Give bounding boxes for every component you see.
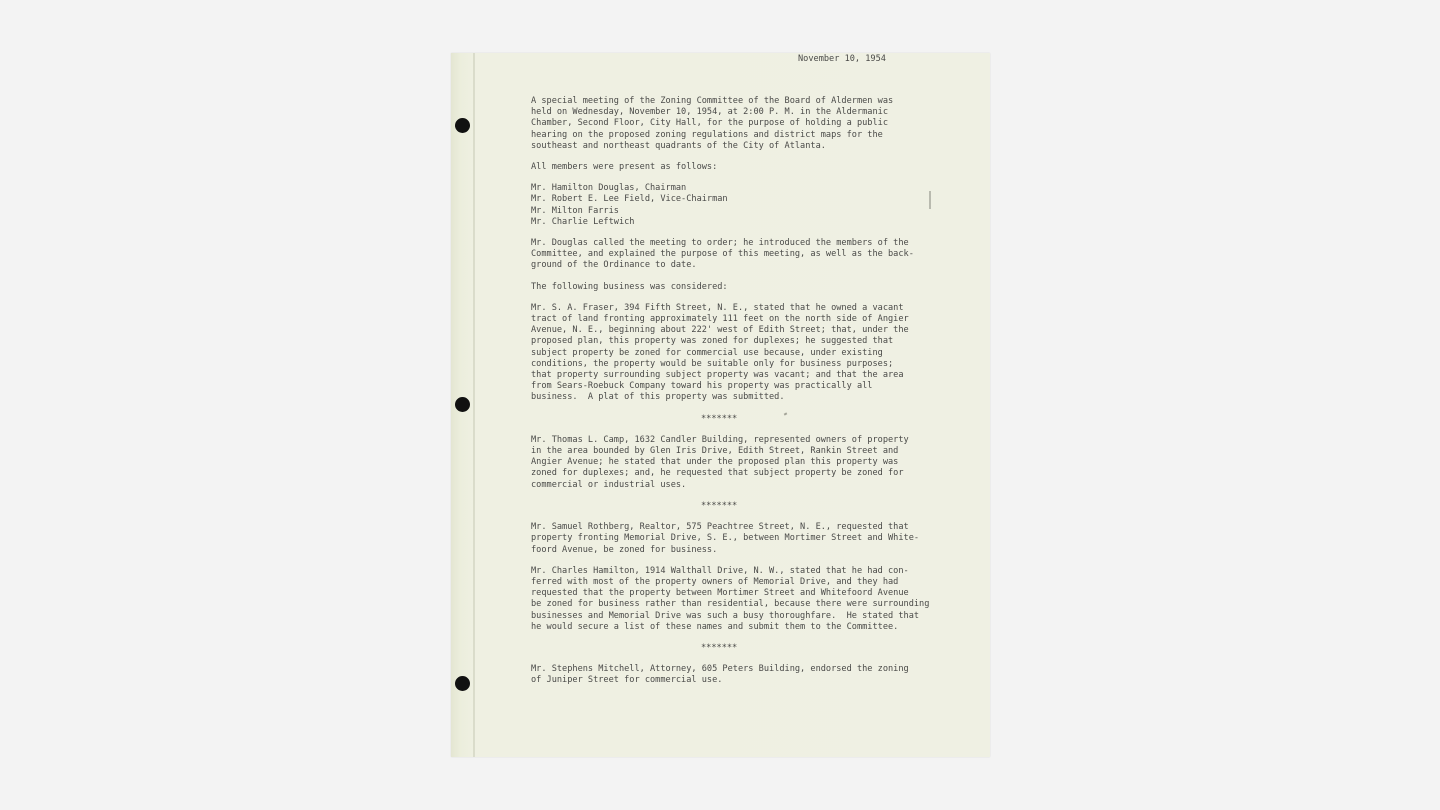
text-line: he would secure a list of these names and submit them to the Committee. [531,621,899,632]
opening-paragraph [531,238,971,272]
text-line: Mr. S. A. Fraser, 394 Fifth Street, N. E., stated that he owned a vacant [531,302,904,313]
member-item: Mr. Robert E. Lee Field, Vice-Chairman [531,194,728,205]
text-line: Avenue, N. E., beginning about 222' west of Edith Street; that, under the [531,325,909,336]
text-line: subject property be zoned for commercial use because, under existing [531,347,883,358]
text-line: Mr. Stephens Mitchell, Attorney, 605 Peters Building, endorsed the zoning [531,664,909,675]
text-line: Mr. Douglas called the meeting to order; he introduced the members of the [531,238,909,249]
hamilton-paragraph [531,566,971,633]
text-line: foord Avenue, be zoned for business. [531,544,718,555]
text-line: that property surrounding subject property was vacant; and that the area [531,370,904,381]
text-line: tract of land fronting approximately 111 feet on the north side of Angier [531,314,909,325]
text-line: requested that the property between Mortimer Street and Whitefoord Avenue [531,588,909,599]
member-item: Mr. Milton Farris [531,205,619,216]
text-line: businesses and Memorial Drive was such a busy thoroughfare. He stated that [531,610,920,621]
scanned-page [451,53,990,757]
fraser-paragraph [531,303,971,404]
text-line: commercial or industrial uses. [531,479,687,490]
text-line: ferred with most of the property owners of Memorial Drive, and they had [531,576,899,587]
document-body [531,96,971,697]
punch-hole-middle [455,397,470,412]
text-line: conditions, the property would be suitable only for business purposes; [531,358,894,369]
member-list [531,183,971,228]
text-line: ground of the Ordinance to date. [531,260,697,271]
text-line: business. A plat of this property was submitted. [531,392,785,403]
text-line: Angier Avenue; he stated that under the proposed plan this property was [531,457,899,468]
punch-hole-top [455,118,470,133]
page-fold-line [473,53,475,757]
business-intro [531,282,971,293]
rothberg-paragraph [531,522,971,556]
intro-paragraph [531,96,971,152]
text-line: of Juniper Street for commercial use. [531,675,723,686]
member-item: Mr. Hamilton Douglas, Chairman [531,183,687,194]
mitchell-paragraph [531,664,971,686]
attendance-line [531,162,971,173]
text-line: in the area bounded by Glen Iris Drive, Edith Street, Rankin Street and [531,446,899,457]
text-line: Chamber, Second Floor, City Hall, for the purpose of holding a public [531,118,888,129]
text-line: zoned for duplexes; and, he requested that subject property be zoned for [531,468,904,479]
text-line: be zoned for business rather than residential, because there were surrounding [531,599,930,610]
text-line: Mr. Charles Hamilton, 1914 Walthall Drive, N. W., stated that he had con- [531,565,909,576]
text-line: from Sears-Roebuck Company toward his property was practically all [531,381,873,392]
section-separator: ******* [701,413,738,424]
text-line: proposed plan, this property was zoned for duplexes; he suggested that [531,336,894,347]
text-line: Committee, and explained the purpose of this meeting, as well as the back- [531,249,914,260]
text-line: hearing on the proposed zoning regulations and district maps for the [531,129,883,140]
text-line: A special meeting of the Zoning Committee of the Board of Aldermen was [531,96,894,106]
document-date: November 10, 1954 [798,54,886,64]
text-line: southeast and northeast quadrants of the City of Atlanta. [531,140,826,151]
text-line: Mr. Samuel Rothberg, Realtor, 575 Peachtree Street, N. E., requested that [531,522,909,533]
section-separator: ******* [701,500,738,511]
text-line: All members were present as follows: [531,162,718,173]
text-line: property fronting Memorial Drive, S. E., between Mortimer Street and White- [531,533,920,544]
camp-paragraph [531,435,971,491]
member-item: Mr. Charlie Leftwich [531,216,635,227]
text-line: held on Wednesday, November 10, 1954, at 2:00 P. M. in the Aldermanic [531,107,888,118]
section-separator: ******* [701,642,738,653]
text-line: Mr. Thomas L. Camp, 1632 Candler Building, represented owners of property [531,434,909,445]
punch-hole-bottom [455,676,470,691]
text-line: The following business was considered: [531,281,728,292]
